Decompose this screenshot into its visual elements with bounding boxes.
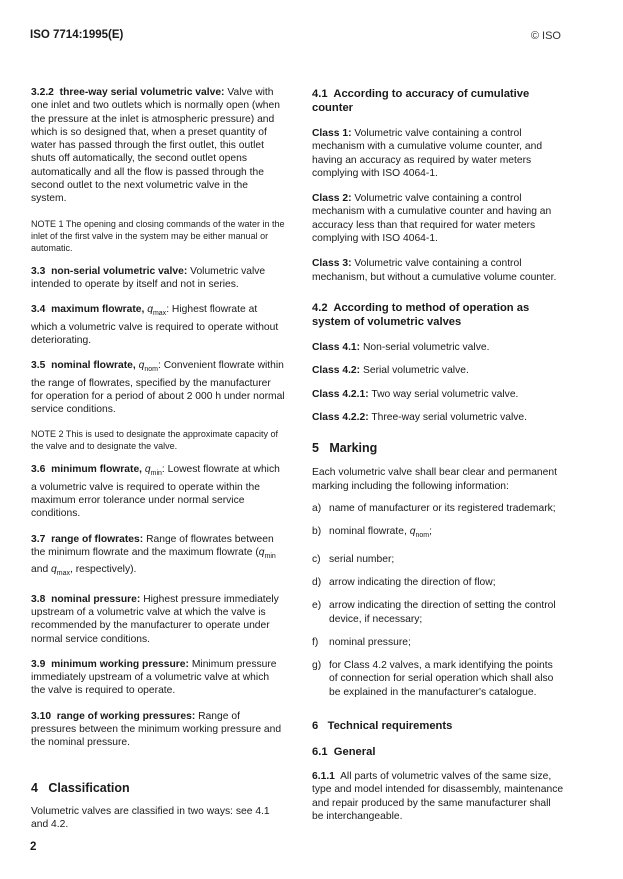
clause-3-8: 3.8 nominal pressure: Highest pressure immediately upstream of a volumetric valve at which the valve is recommended by the manufacturer to operate under normal service conditions.	[31, 593, 279, 645]
clause-3-10: 3.10 range of working pressures: Range of pressures between the minimum working pressure and the nominal pressure.	[31, 710, 282, 749]
section-4-text: Volumetric valves are classified in two ways: see 4.1 and 4.2.	[31, 805, 270, 831]
note-1: NOTE 1 The opening and closing commands of the water in the inlet of the first valve in the system may be either manual or automatic.	[31, 218, 285, 253]
section-4-2-heading: 4.2 According to method of operation as system of volumetric valves	[312, 301, 530, 328]
clause-3-4: 3.4 maximum flowrate, $q_{max}$: Highest flowrate at which a volumetric valve is required to operate without deteriorating.	[31, 304, 279, 346]
marking-item-b: b) nominal flowrate, $q_{nom}$;	[312, 526, 432, 540]
class-4-2: Class 4.2: Serial volumetric valve.	[312, 365, 469, 377]
left-column	[31, 86, 285, 832]
marking-item-f: f) nominal pressure;	[312, 636, 411, 648]
marking-item-d: d) arrow indicating the direction of flow;	[312, 576, 496, 588]
section-5-heading: 5 Marking	[312, 441, 378, 456]
class-4-2-2: Class 4.2.2: Three-way serial volumetric valve.	[312, 411, 528, 423]
clause-3-2-2: 3.2.2 three-way serial volumetric valve: Valve with one inlet and two outlets which is normally open (when the pressure at the inlet is atmospheric pressure) and which is so designed that, when a preset quantity of water has passed through the first outlet, this outlet shuts off automatically, the second outlet opens automatically and all the flow is passed through the second outlet to the next volumetric valve in the system.	[31, 87, 280, 205]
section-4-heading: 4 Classification	[31, 780, 130, 795]
clause-3-6: 3.6 minimum flowrate, $q_{min}$: Lowest flowrate at which a volumetric valve is required to operate within the maximum error tolerance under normal service conditions.	[31, 464, 280, 520]
class-2: Class 2: Volumetric valve containing a control mechanism with a cumulative counter and having an accuracy less than that required for water meters complying with ISO 4064-1.	[312, 193, 552, 245]
clause-6-1-1: 6.1.1 All parts of volumetric valves of the same size, type and model intended for disassembly, maintenance and repair produced by the same manufacturer shall be interchangeable.	[312, 771, 564, 822]
standard-designation: ISO 7714:1995(E)	[30, 29, 124, 41]
copyright-notice: © ISO	[530, 30, 561, 42]
section-5-intro: Each volumetric valve shall bear clear and permanent marking including the following information:	[312, 467, 557, 492]
clause-3-7: 3.7 range of flowrates: Range of flowrates between the minimum flowrate and the maximum flowrate ($q_{min}$ and $q_{max}$, respectively).	[31, 533, 276, 578]
clause-3-9: 3.9 minimum working pressure: Minimum pressure immediately upstream of a volumetric valve at which the valve is required to operate.	[31, 658, 277, 697]
marking-item-a: a) name of manufacturer or its registered trademark;	[312, 503, 556, 515]
clause-3-5: 3.5 nominal flowrate, $q_{nom}$: Convenient flowrate within the range of flowrates, specified by the manufacturer for operation for a period of about 2 000 h under normal service conditions.	[31, 360, 285, 416]
note-2: NOTE 2 This is used to designate the approximate capacity of the valve and to designate the valve.	[31, 429, 278, 452]
clause-3-3: 3.3 non-serial volumetric valve: Volumetric valve intended to operate by itself and not in series.	[31, 265, 266, 290]
right-column	[312, 87, 564, 823]
class-4-1: Class 4.1: Non-serial volumetric valve.	[312, 341, 490, 353]
class-1: Class 1: Volumetric valve containing a control mechanism with a cumulative volume counter, and having an accuracy as required by water meters complying with ISO 4064-1.	[312, 128, 543, 179]
class-4-2-1: Class 4.2.1: Two way serial volumetric valve.	[312, 388, 519, 400]
section-6-1-heading: 6.1 General	[312, 746, 376, 759]
class-3: Class 3: Volumetric valve containing a control mechanism, but without a cumulative volume counter.	[312, 258, 557, 283]
section-4-1-heading: 4.1 According to accuracy of cumulative counter	[312, 88, 530, 114]
marking-item-c: c) serial number;	[312, 553, 395, 565]
section-6-heading: 6 Technical requirements	[312, 720, 453, 733]
marking-item-e: e) arrow indicating the direction of setting the control device, if necessary;	[312, 600, 556, 625]
page-number: 2	[30, 841, 37, 853]
marking-item-g: g) for Class 4.2 valves, a mark identifying the points of connection for serial operation which shall also be explained in the manufacturer's catalogue.	[312, 660, 554, 698]
